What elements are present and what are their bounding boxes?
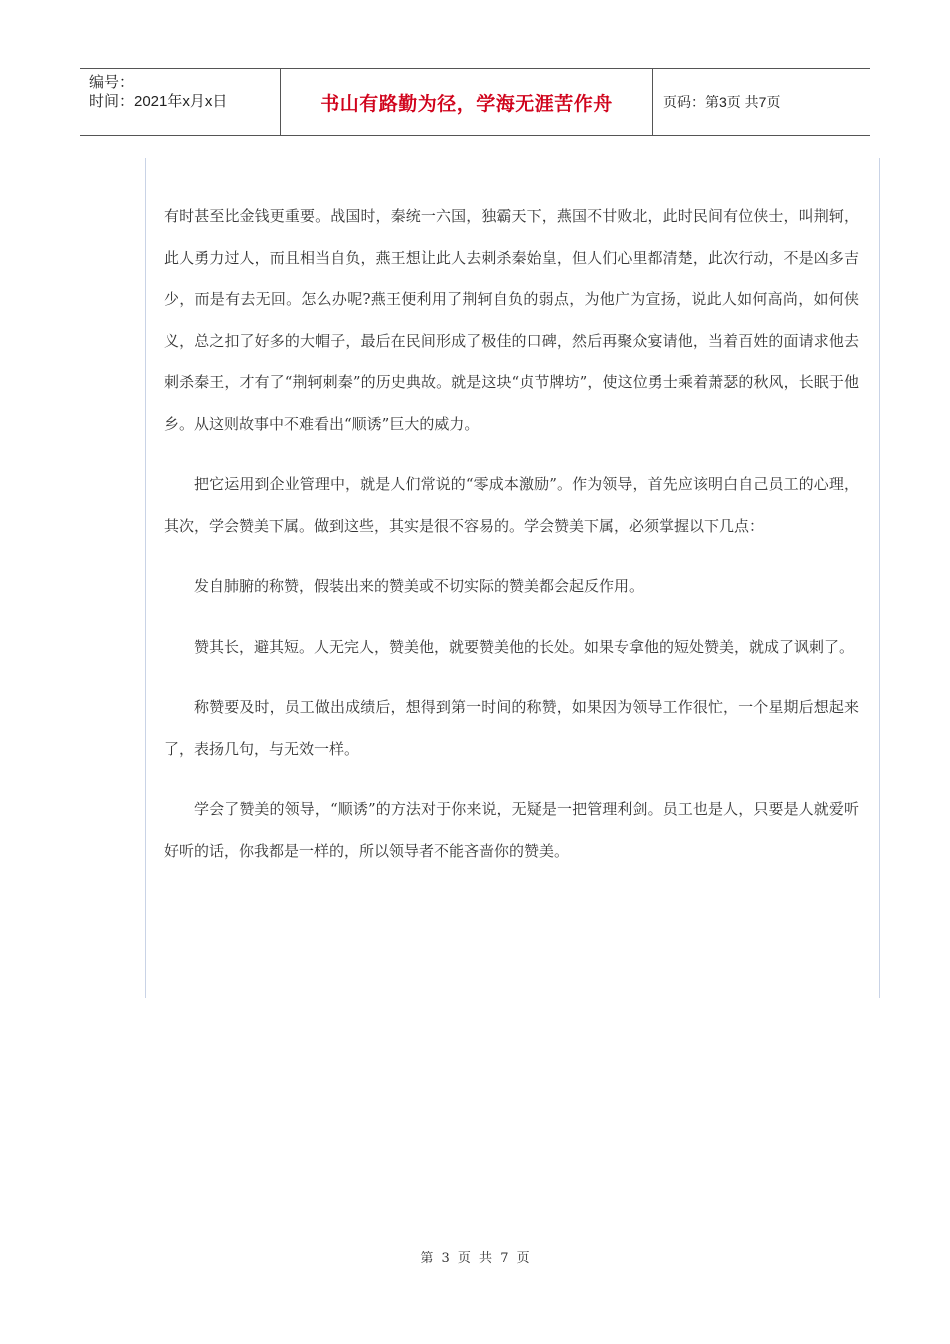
paragraph: 有时甚至比金钱更重要。战国时，秦统一六国，独霸天下，燕国不甘败北，此时民间有位侠士，叫荆轲，此人勇力过人，而且相当自负，燕王想让此人去刺杀秦始皇，但人们心里都清楚，此次行动，不是凶多吉少，而是有去无回。怎么办呢?燕王便利用了荆轲自负的弱点，为他广为宣扬，说此人如何高尚，如何侠义，总之扣了好多的大帽子，最后在民间形成了极佳的口碑，然后再聚众宴请他，当着百姓的面请求他去刺杀秦王，才有了“荆轲刺秦”的历史典故。就是这块“贞节牌坊”，使这位勇士乘着萧瑟的秋风，长眠于他乡。从这则故事中不难看出“顺诱”巨大的威力。 [164,207,859,433]
page-header [80,68,870,136]
document-number-label: 编号： [89,74,135,91]
page-footer: 第 3 页 共 7 页 [420,1251,530,1266]
document-body [164,196,859,891]
paragraph: 赞其长，避其短。人无完人，赞美他，就要赞美他的长处。如果专拿他的短处赞美，就成了讽刺了。 [194,637,855,656]
document-date: 时间：2021年x月x日 [89,93,228,110]
header-page-info: 页码：第3页 共7页 [663,94,781,110]
paragraph: 发自肺腑的称赞，假装出来的赞美或不切实际的赞美都会起反作用。 [194,577,645,595]
header-meta [80,69,281,135]
header-motto: 书山有路勤为径，学海无涯苦作舟 [281,69,653,135]
paragraph: 学会了赞美的领导，“顺诱”的方法对于你来说，无疑是一把管理利剑。员工也是人，只要是人就爱听好听的话，你我都是一样的，所以领导者不能吝啬你的赞美。 [164,800,859,860]
right-margin-line [879,158,880,998]
left-margin-line [145,158,146,998]
paragraph: 把它运用到企业管理中，就是人们常说的“零成本激励”。作为领导，首先应该明白自己员工的心理，其次，学会赞美下属。做到这些，其实是很不容易的。学会赞美下属，必须掌握以下几点： [164,475,859,535]
paragraph: 称赞要及时，员工做出成绩后，想得到第一时间的称赞，如果因为领导工作很忙，一个星期后想起来了，表扬几句，与无效一样。 [164,698,859,758]
